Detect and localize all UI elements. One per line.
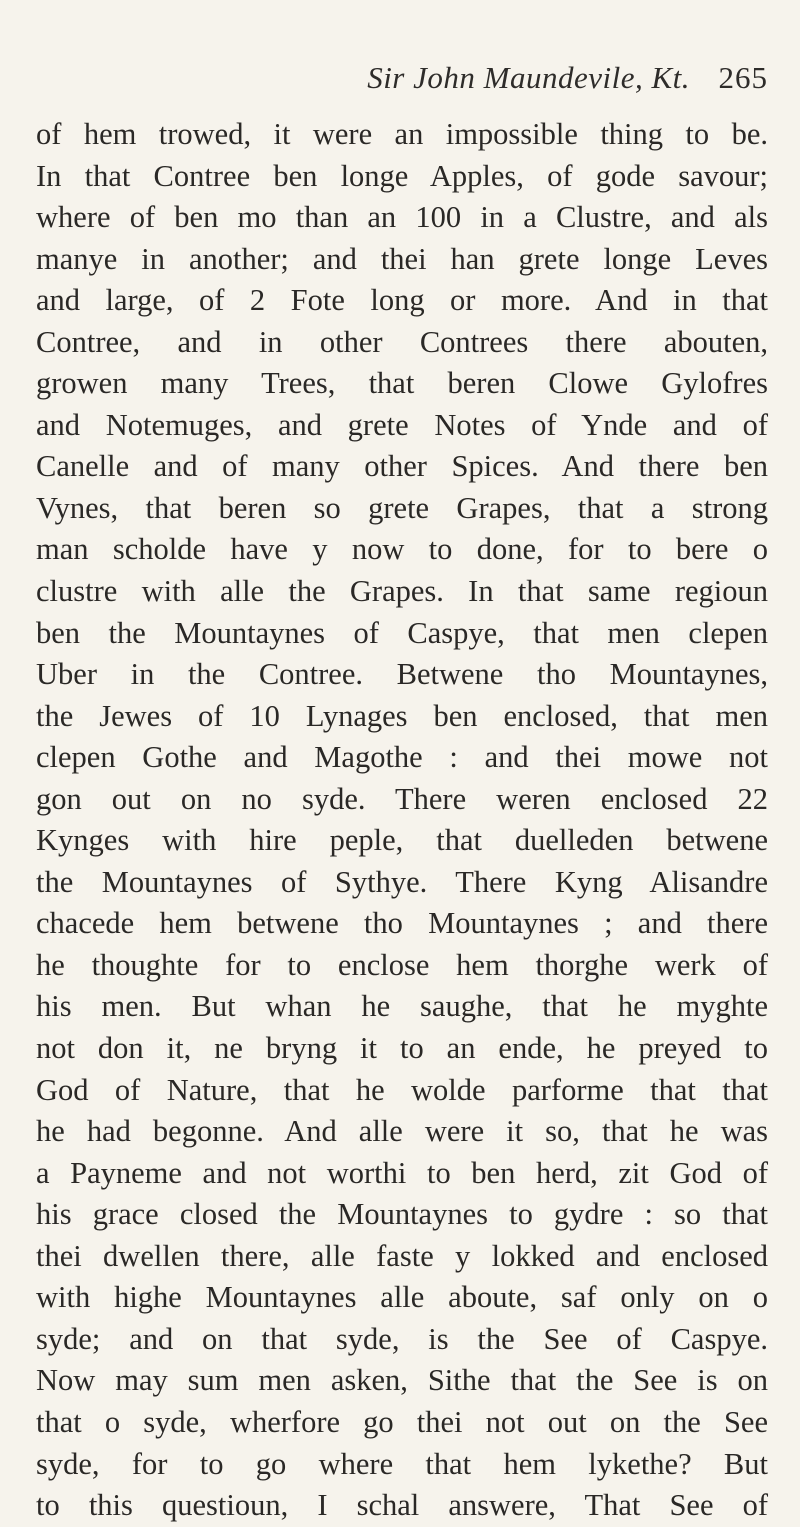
text-line: Vynes, that beren so grete Grapes, that a strong xyxy=(36,490,768,525)
page-number: 265 xyxy=(718,60,768,95)
text-line: and Notemuges, and grete Notes of Ynde and of xyxy=(36,407,768,442)
body-text xyxy=(36,114,768,1527)
text-line: Now may sum men asken, Sithe that the See is on xyxy=(36,1363,768,1398)
text-line: gon out on no syde. There weren enclosed 22 xyxy=(36,781,768,816)
text-line: syde, for to go where that hem lykethe? But xyxy=(36,1446,768,1481)
text-line: with highe Mountaynes alle aboute, saf only on o xyxy=(36,1280,768,1315)
text-line: God of Nature, that he wolde parforme that that xyxy=(36,1072,768,1107)
text-line: manye in another; and thei han grete longe Leves xyxy=(36,241,768,276)
text-line: not don it, ne bryng it to an ende, he preyed to xyxy=(36,1031,768,1066)
text-line: ben the Mountaynes of Caspye, that men clepen xyxy=(36,615,768,650)
text-line: In that Contree ben longe Apples, of gode savour; xyxy=(36,158,768,193)
text-line: clustre with alle the Grapes. In that same regioun xyxy=(36,574,768,609)
text-line: Canelle and of many other Spices. And there ben xyxy=(36,449,768,484)
text-line: the Mountaynes of Sythye. There Kyng Alisandre xyxy=(36,864,768,899)
text-line: his grace closed the Mountaynes to gydre : so that xyxy=(36,1197,768,1232)
text-line: to this questioun, I schal answere, That See of xyxy=(36,1488,768,1523)
text-line: man scholde have y now to done, for to bere o xyxy=(36,532,768,567)
text-line: the Jewes of 10 Lynages ben enclosed, that men xyxy=(36,698,768,733)
running-head-title: Sir John Maundevile, Kt. xyxy=(367,60,690,95)
running-head xyxy=(36,60,768,100)
text-line: chacede hem betwene tho Mountaynes ; and there xyxy=(36,906,768,941)
text-line: Kynges with hire peple, that duelleden betwene xyxy=(36,823,768,858)
text-line: syde; and on that syde, is the See of Caspye. xyxy=(36,1321,768,1356)
text-line: a Payneme and not worthi to ben herd, zit God of xyxy=(36,1155,768,1190)
text-line: he had begonne. And alle were it so, that he was xyxy=(36,1114,768,1149)
text-line: and large, of 2 Fote long or more. And in that xyxy=(36,283,768,318)
text-line: where of ben mo than an 100 in a Clustre, and als xyxy=(36,200,768,235)
text-line: that o syde, wherfore go thei not out on the See xyxy=(36,1404,768,1439)
text-line: growen many Trees, that beren Clowe Gylofres xyxy=(36,366,768,401)
text-line: Contree, and in other Contrees there abouten, xyxy=(36,324,768,359)
text-line: Uber in the Contree. Betwene tho Mountaynes, xyxy=(36,657,768,692)
text-line: he thoughte for to enclose hem thorghe werk of xyxy=(36,947,768,982)
text-line: of hem trowed, it were an impossible thing to be. xyxy=(36,117,768,151)
text-line: thei dwellen there, alle faste y lokked and enclosed xyxy=(36,1238,768,1273)
text-line: clepen Gothe and Magothe : and thei mowe not xyxy=(36,740,768,775)
text-line: his men. But whan he saughe, that he myghte xyxy=(36,989,768,1024)
